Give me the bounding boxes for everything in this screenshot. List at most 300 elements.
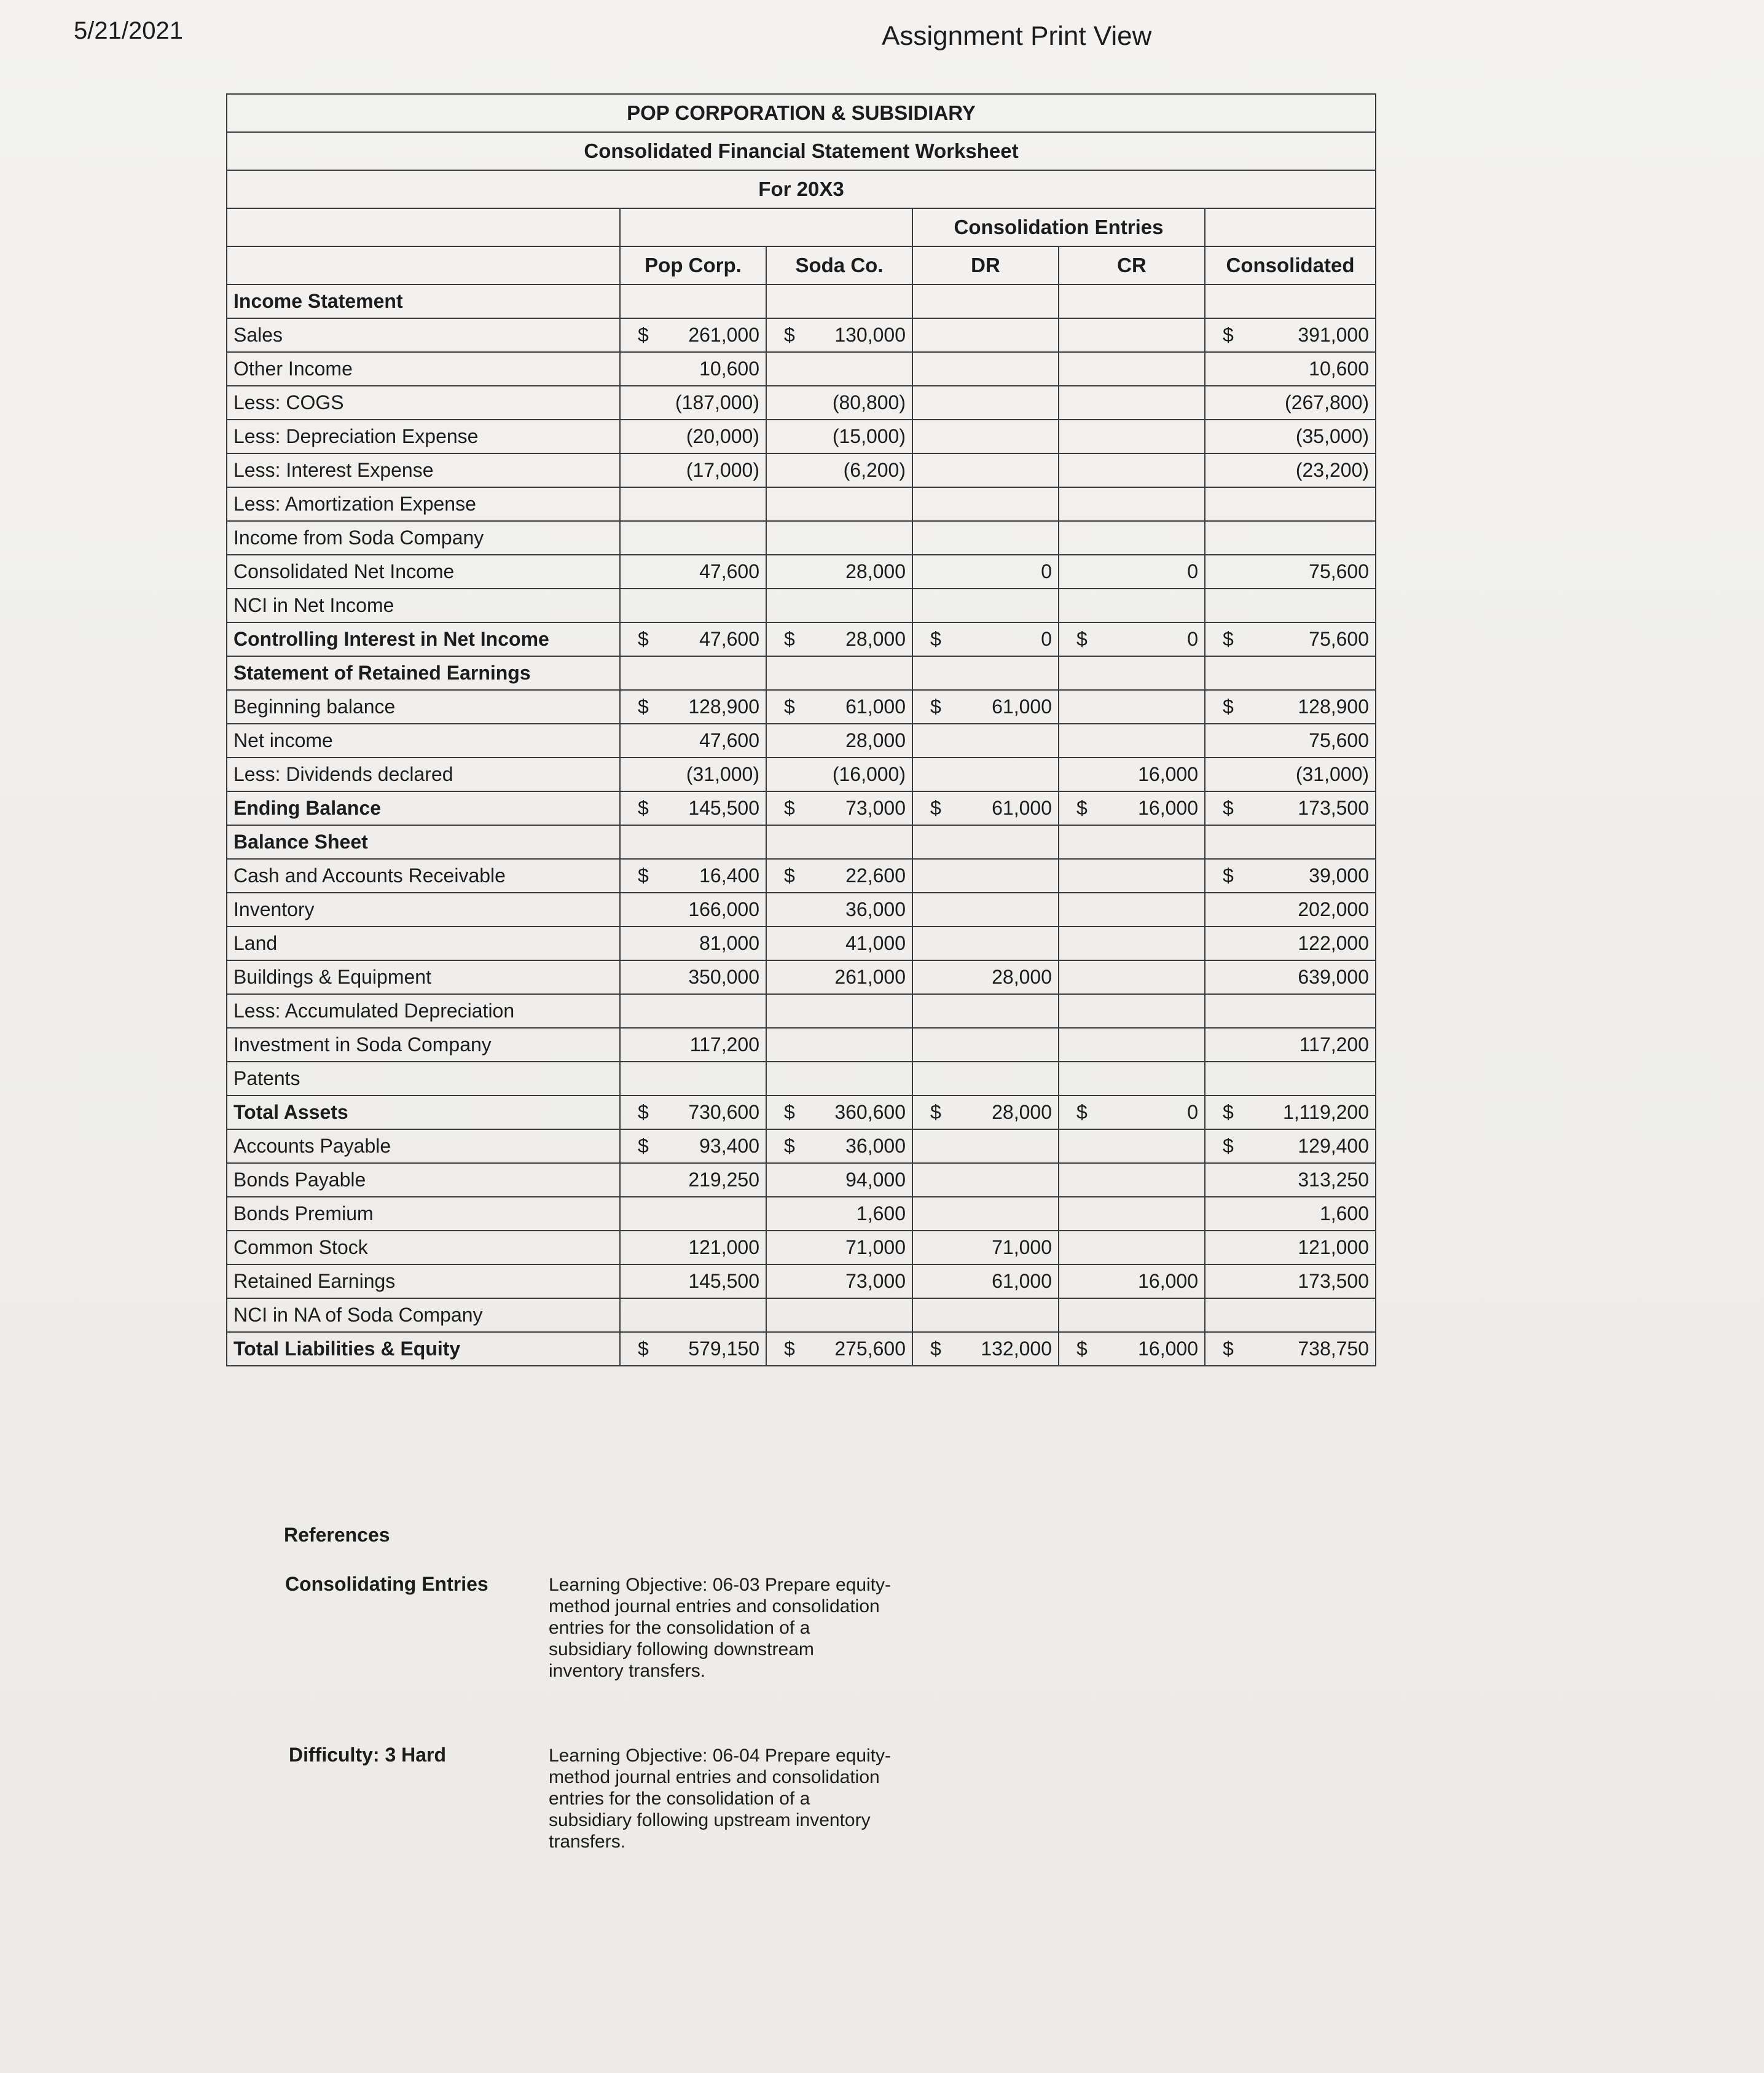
cell-value: 145,500 (688, 1270, 759, 1292)
cell-cons (1205, 352, 1376, 386)
cell-pop (620, 453, 766, 487)
cell-value: 117,200 (689, 1033, 759, 1056)
cell-cr (1059, 724, 1205, 758)
dollar-sign: $ (1223, 1338, 1234, 1360)
cell-value: 22,600 (845, 864, 906, 887)
cell-pop (620, 859, 766, 893)
cell-value: (20,000) (686, 425, 759, 447)
cell-pop (620, 284, 766, 318)
cell-value: 0 (1187, 1101, 1198, 1123)
cell-cr (1059, 420, 1205, 453)
table-row (227, 1163, 1376, 1197)
dollar-sign: $ (638, 1338, 649, 1360)
cell-value: (15,000) (832, 425, 906, 447)
dollar-sign: $ (638, 324, 649, 346)
cell-cons (1205, 487, 1376, 521)
cell-cr (1059, 994, 1205, 1028)
cell-pop (620, 352, 766, 386)
cell-soda (766, 927, 912, 960)
cell-value: 128,900 (1298, 696, 1370, 718)
cell-cons (1205, 1298, 1376, 1332)
period-title: For 20X3 (227, 170, 1376, 208)
table-row (227, 284, 1376, 318)
cell-cons (1205, 893, 1376, 927)
table-row (227, 487, 1376, 521)
cell-pop (620, 386, 766, 420)
cell-pop (620, 1028, 766, 1062)
cell-value: 36,000 (845, 1135, 906, 1157)
row-label: Ending Balance (227, 791, 620, 825)
cell-cons (1205, 521, 1376, 555)
cell-pop (620, 1298, 766, 1332)
dollar-sign: $ (1223, 797, 1234, 819)
cell-dr (912, 994, 1059, 1028)
cell-value: 16,400 (699, 864, 759, 887)
cell-cons (1205, 1231, 1376, 1264)
dollar-sign: $ (1076, 1101, 1088, 1123)
cell-value: 75,600 (1309, 560, 1370, 582)
cell-cons (1205, 589, 1376, 622)
cell-cr (1059, 1264, 1205, 1298)
cell-cons (1205, 420, 1376, 453)
learning-objective-1: Learning Objective: 06-03 Prepare equity-method journal entries and consolidation entries for the consolidation of a subsidiary following downstream inventory transfers. (549, 1575, 891, 1681)
dollar-sign: $ (1223, 628, 1234, 650)
blank-header (227, 246, 620, 284)
cell-value: 75,600 (1309, 729, 1370, 751)
table-row (227, 791, 1376, 825)
cell-value: (23,200) (1295, 459, 1370, 481)
row-label: Less: Dividends declared (227, 758, 620, 791)
cell-cr (1059, 927, 1205, 960)
cell-dr (912, 825, 1059, 859)
cell-value: (31,000) (686, 763, 759, 785)
cell-dr (912, 1197, 1059, 1231)
cell-value: 61,000 (845, 696, 906, 718)
cell-value: 0 (1041, 560, 1052, 582)
cell-soda (766, 487, 912, 521)
row-label: NCI in NA of Soda Company (227, 1298, 620, 1332)
cell-soda (766, 1028, 912, 1062)
dollar-sign: $ (638, 1135, 649, 1157)
cell-value: 0 (1187, 560, 1198, 582)
cell-soda (766, 758, 912, 791)
cell-value: 75,600 (1309, 628, 1370, 650)
col-pop-corp: Pop Corp. (620, 246, 766, 284)
cell-pop (620, 927, 766, 960)
cell-value: 1,600 (856, 1202, 906, 1225)
cell-dr (912, 791, 1059, 825)
dollar-sign: $ (1223, 696, 1234, 718)
table-row (227, 1062, 1376, 1095)
cell-value: 275,600 (834, 1338, 906, 1360)
cell-cr (1059, 453, 1205, 487)
cell-value: 36,000 (845, 898, 906, 920)
row-label: NCI in Net Income (227, 589, 620, 622)
cell-soda (766, 1231, 912, 1264)
dollar-sign: $ (1076, 797, 1088, 819)
cell-soda (766, 622, 912, 656)
row-label: Bonds Premium (227, 1197, 620, 1231)
cell-value: 261,000 (688, 324, 759, 346)
table-row (227, 1095, 1376, 1129)
table-row (227, 1332, 1376, 1366)
cell-pop (620, 1197, 766, 1231)
cell-pop (620, 1163, 766, 1197)
cell-dr (912, 656, 1059, 690)
row-label: Bonds Payable (227, 1163, 620, 1197)
row-label: Less: Interest Expense (227, 453, 620, 487)
cell-cons (1205, 724, 1376, 758)
table-row (227, 420, 1376, 453)
cell-value: (6,200) (843, 459, 906, 481)
cell-cr (1059, 1163, 1205, 1197)
cell-dr (912, 1163, 1059, 1197)
cell-value: (80,800) (832, 391, 906, 413)
cell-pop (620, 420, 766, 453)
dollar-sign: $ (930, 628, 941, 650)
cell-cons (1205, 994, 1376, 1028)
dollar-sign: $ (784, 1338, 795, 1360)
cell-cons (1205, 758, 1376, 791)
table-row (227, 386, 1376, 420)
cell-soda (766, 352, 912, 386)
row-label: Cash and Accounts Receivable (227, 859, 620, 893)
cell-value: 579,150 (688, 1338, 759, 1360)
consolidation-entries-header: Consolidation Entries (912, 208, 1205, 246)
row-label: Balance Sheet (227, 825, 620, 859)
col-soda-co: Soda Co. (766, 246, 912, 284)
cell-value: 128,900 (688, 696, 759, 718)
cell-value: 81,000 (699, 932, 759, 954)
dollar-sign: $ (1223, 864, 1234, 887)
cell-value: 73,000 (845, 1270, 906, 1292)
cell-cons (1205, 1332, 1376, 1366)
cell-dr (912, 521, 1059, 555)
cell-pop (620, 1264, 766, 1298)
dollar-sign: $ (638, 696, 649, 718)
cell-value: 28,000 (992, 1101, 1052, 1123)
cell-cr (1059, 1129, 1205, 1163)
cell-value: 16,000 (1138, 1270, 1198, 1292)
cell-value: 391,000 (1298, 324, 1370, 346)
cell-dr (912, 1028, 1059, 1062)
row-label: Net income (227, 724, 620, 758)
row-label: Controlling Interest in Net Income (227, 622, 620, 656)
cell-soda (766, 318, 912, 352)
cell-cons (1205, 1095, 1376, 1129)
cell-dr (912, 1129, 1059, 1163)
table-row (227, 521, 1376, 555)
page-title: Assignment Print View (882, 21, 1152, 51)
cell-soda (766, 1095, 912, 1129)
row-label: Less: Amortization Expense (227, 487, 620, 521)
blank-header (620, 208, 912, 246)
cell-pop (620, 656, 766, 690)
dollar-sign: $ (784, 797, 795, 819)
cell-cons (1205, 791, 1376, 825)
cell-cons (1205, 859, 1376, 893)
learning-objective-2: Learning Objective: 06-04 Prepare equity-method journal entries and consolidation entries for the consolidation of a subsidiary following upstream inventory transfers. (549, 1746, 891, 1852)
dollar-sign: $ (638, 1101, 649, 1123)
worksheet-table (226, 93, 1376, 1366)
col-dr: DR (912, 246, 1059, 284)
cell-cons (1205, 1264, 1376, 1298)
cell-value: 16,000 (1138, 1338, 1198, 1360)
table-row (227, 1028, 1376, 1062)
cell-value: 47,600 (699, 628, 759, 650)
row-label: Retained Earnings (227, 1264, 620, 1298)
dollar-sign: $ (930, 1338, 941, 1360)
cell-cons (1205, 1028, 1376, 1062)
row-label: Buildings & Equipment (227, 960, 620, 994)
cell-value: 61,000 (992, 1270, 1052, 1292)
cell-value: 47,600 (699, 729, 759, 751)
cell-cr (1059, 893, 1205, 927)
cell-value: 28,000 (845, 560, 906, 582)
cell-dr (912, 352, 1059, 386)
cell-value: 261,000 (834, 966, 906, 988)
dollar-sign: $ (1076, 1338, 1088, 1360)
cell-cons (1205, 284, 1376, 318)
cell-value: (35,000) (1295, 425, 1370, 447)
cell-soda (766, 453, 912, 487)
cell-cr (1059, 791, 1205, 825)
cell-cons (1205, 318, 1376, 352)
company-title: POP CORPORATION & SUBSIDIARY (227, 94, 1376, 132)
references-title: References (284, 1524, 390, 1546)
row-label: Total Liabilities & Equity (227, 1332, 620, 1366)
cell-value: (16,000) (832, 763, 906, 785)
cell-cr (1059, 1231, 1205, 1264)
cell-cr (1059, 284, 1205, 318)
cell-dr (912, 724, 1059, 758)
cell-cons (1205, 656, 1376, 690)
cell-soda (766, 1163, 912, 1197)
cell-value: 41,000 (845, 932, 906, 954)
table-row (227, 994, 1376, 1028)
cell-value: 350,000 (688, 966, 759, 988)
cell-cons (1205, 960, 1376, 994)
cell-cr (1059, 386, 1205, 420)
cell-soda (766, 859, 912, 893)
cell-cr (1059, 589, 1205, 622)
row-label: Investment in Soda Company (227, 1028, 620, 1062)
table-row (227, 758, 1376, 791)
cell-pop (620, 1129, 766, 1163)
table-row (227, 1298, 1376, 1332)
cell-soda (766, 960, 912, 994)
cell-value: 10,600 (699, 358, 759, 380)
cell-cons (1205, 1129, 1376, 1163)
dollar-sign: $ (930, 797, 941, 819)
cell-pop (620, 690, 766, 724)
cell-dr (912, 589, 1059, 622)
cell-value: 16,000 (1138, 797, 1198, 819)
cell-value: 219,250 (688, 1169, 759, 1191)
cell-cr (1059, 1332, 1205, 1366)
cell-value: 61,000 (992, 797, 1052, 819)
row-label: Statement of Retained Earnings (227, 656, 620, 690)
cell-cr (1059, 690, 1205, 724)
row-label: Consolidated Net Income (227, 555, 620, 589)
table-row (227, 589, 1376, 622)
cell-dr (912, 1062, 1059, 1095)
cell-pop (620, 1095, 766, 1129)
cell-cons (1205, 1197, 1376, 1231)
cell-value: 71,000 (845, 1236, 906, 1258)
cell-cr (1059, 318, 1205, 352)
cell-value: 129,400 (1298, 1135, 1370, 1157)
table-row (227, 724, 1376, 758)
cell-value: 117,200 (1299, 1033, 1370, 1056)
cell-value: 28,000 (845, 729, 906, 751)
worksheet-title: Consolidated Financial Statement Worksheet (227, 132, 1376, 170)
cell-pop (620, 318, 766, 352)
dollar-sign: $ (1223, 1101, 1234, 1123)
cell-pop (620, 1231, 766, 1264)
cell-value: 71,000 (992, 1236, 1052, 1258)
cell-dr (912, 859, 1059, 893)
cell-pop (620, 960, 766, 994)
cell-pop (620, 724, 766, 758)
cell-cr (1059, 521, 1205, 555)
cell-soda (766, 893, 912, 927)
cell-dr (912, 1332, 1059, 1366)
cell-dr (912, 690, 1059, 724)
cell-cr (1059, 352, 1205, 386)
col-cr: CR (1059, 246, 1205, 284)
cell-pop (620, 791, 766, 825)
cell-value: 360,600 (834, 1101, 906, 1123)
cell-value: 173,500 (1298, 797, 1370, 819)
cell-value: 202,000 (1298, 898, 1370, 920)
table-row (227, 825, 1376, 859)
cell-cr (1059, 758, 1205, 791)
cell-pop (620, 521, 766, 555)
cell-pop (620, 487, 766, 521)
cell-value: (17,000) (686, 459, 759, 481)
cell-cr (1059, 1298, 1205, 1332)
cell-cons (1205, 825, 1376, 859)
cell-cr (1059, 1095, 1205, 1129)
cell-soda (766, 521, 912, 555)
cell-dr (912, 1264, 1059, 1298)
dollar-sign: $ (638, 628, 649, 650)
cell-cr (1059, 859, 1205, 893)
table-row (227, 555, 1376, 589)
cell-soda (766, 724, 912, 758)
blank-header (227, 208, 620, 246)
cell-soda (766, 656, 912, 690)
table-row (227, 927, 1376, 960)
row-label: Income Statement (227, 284, 620, 318)
cell-soda (766, 1129, 912, 1163)
cell-soda (766, 284, 912, 318)
cell-soda (766, 825, 912, 859)
cell-cons (1205, 453, 1376, 487)
print-date: 5/21/2021 (74, 17, 183, 44)
cell-dr (912, 1231, 1059, 1264)
cell-value: (267,800) (1285, 391, 1370, 413)
cell-value: (187,000) (675, 391, 759, 413)
worksheet-body (227, 284, 1376, 1366)
dollar-sign: $ (1223, 1135, 1234, 1157)
cell-dr (912, 893, 1059, 927)
cell-dr (912, 927, 1059, 960)
cell-cons (1205, 386, 1376, 420)
row-label: Patents (227, 1062, 620, 1095)
table-row (227, 622, 1376, 656)
cell-value: 10,600 (1309, 358, 1370, 380)
cell-dr (912, 453, 1059, 487)
cell-value: 1,119,200 (1283, 1101, 1370, 1123)
cell-soda (766, 1332, 912, 1366)
cell-value: 16,000 (1138, 763, 1198, 785)
table-row (227, 453, 1376, 487)
dollar-sign: $ (930, 696, 941, 718)
cell-cons (1205, 1062, 1376, 1095)
dollar-sign: $ (930, 1101, 941, 1123)
row-label: Beginning balance (227, 690, 620, 724)
cell-value: 130,000 (834, 324, 906, 346)
dollar-sign: $ (1223, 324, 1234, 346)
cell-pop (620, 1062, 766, 1095)
cell-cr (1059, 1062, 1205, 1095)
cell-value: 28,000 (845, 628, 906, 650)
cell-soda (766, 589, 912, 622)
cell-cons (1205, 555, 1376, 589)
table-row (227, 318, 1376, 352)
cell-soda (766, 690, 912, 724)
table-row (227, 960, 1376, 994)
row-label: Total Assets (227, 1095, 620, 1129)
cell-soda (766, 994, 912, 1028)
table-row (227, 859, 1376, 893)
cell-value: 313,250 (1298, 1169, 1370, 1191)
difficulty-label: Difficulty: 3 Hard (289, 1744, 447, 1766)
cell-value: 61,000 (992, 696, 1052, 718)
cell-pop (620, 555, 766, 589)
row-label: Common Stock (227, 1231, 620, 1264)
cell-value: 47,600 (699, 560, 759, 582)
row-label: Less: COGS (227, 386, 620, 420)
cell-soda (766, 386, 912, 420)
cell-cr (1059, 656, 1205, 690)
dollar-sign: $ (784, 628, 795, 650)
cell-dr (912, 622, 1059, 656)
cell-soda (766, 791, 912, 825)
table-row (227, 893, 1376, 927)
row-label: Income from Soda Company (227, 521, 620, 555)
cell-cons (1205, 622, 1376, 656)
cell-pop (620, 589, 766, 622)
cell-dr (912, 284, 1059, 318)
cell-dr (912, 420, 1059, 453)
cell-pop (620, 1332, 766, 1366)
cell-value: 166,000 (688, 898, 759, 920)
table-row (227, 1197, 1376, 1231)
cell-value: 145,500 (688, 797, 759, 819)
cell-dr (912, 960, 1059, 994)
blank-header (1205, 208, 1376, 246)
cell-value: 121,000 (688, 1236, 759, 1258)
dollar-sign: $ (1076, 628, 1088, 650)
cell-pop (620, 825, 766, 859)
cell-cr (1059, 555, 1205, 589)
cell-soda (766, 1298, 912, 1332)
cell-soda (766, 1197, 912, 1231)
table-row (227, 1264, 1376, 1298)
